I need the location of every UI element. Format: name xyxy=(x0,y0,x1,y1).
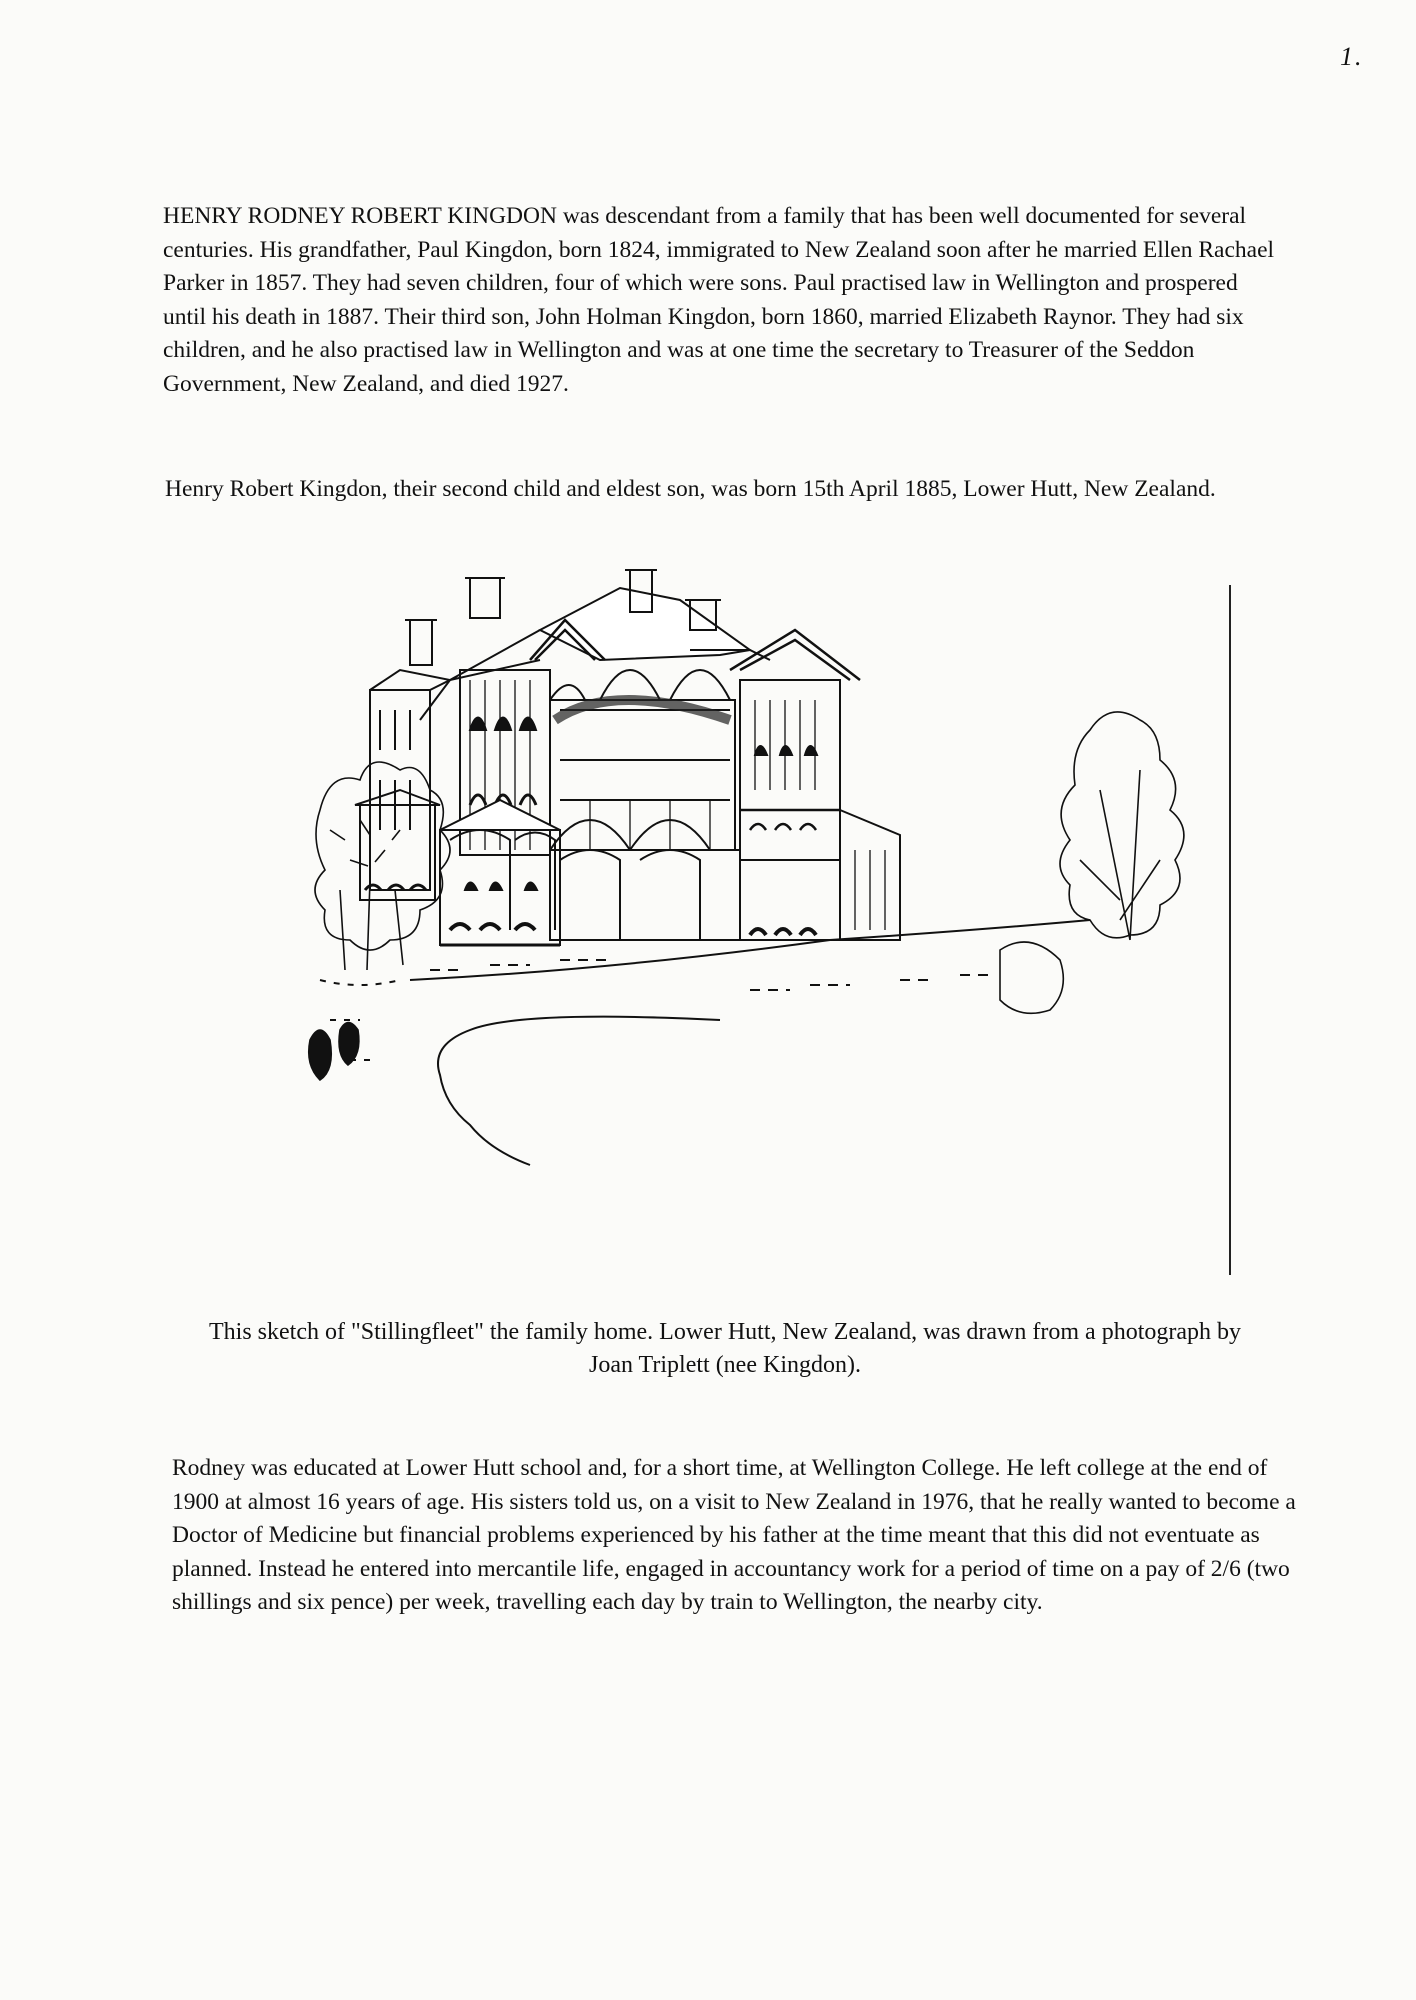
left-tower xyxy=(355,670,450,900)
intro-paragraph: HENRY RODNEY ROBERT KINGDON was descendant from a family that has been well documented for several centuries. His grandfather, Paul Kingdon, born 1824, immigrated to New Zealand soon after he married Ellen Rachael Parker in 1857. They had seven children, four of which were sons. Paul practised law in Wellington and prospered until his death in 1887. Their third son, John Holman Kingdon, born 1860, married Elizabeth Raynor. They had six children, and he also practised law in Wellington and was at one time the secretary to Treasurer of the Seddon Government, New Zealand, and died 1927. xyxy=(163,203,1275,397)
driveway xyxy=(320,920,1090,1165)
house-sketch xyxy=(300,560,1240,1280)
front-porch xyxy=(440,800,560,945)
education-paragraph: Rodney was educated at Lower Hutt school and, for a short time, at Wellington College. He left college at the end of 1900 at almost 16 years of age. His sisters told us, on a visit to New Zealand in 1976, that he really wanted to become a Doctor of Medicine but financial problems experienced by his father at the time meant that this did not eventuate as planned. Instead he entered into mercantile life, engaged in accountancy work for a period of time on a pay of 2/6 (two shillings and six pence) per week, travelling each day by train to Wellington, the nearby city. xyxy=(172,1455,1296,1615)
verandah xyxy=(550,670,740,940)
page-number: 1. xyxy=(1340,42,1364,71)
birth-paragraph: Henry Robert Kingdon, their second child and eldest son, was born 15th April 1885, Lower Hutt, New Zealand. xyxy=(165,476,1216,502)
right-wing xyxy=(740,680,900,940)
scan-edge-line xyxy=(1229,585,1231,1275)
figure-caption: This sketch of "Stillingfleet" the family home. Lower Hutt, New Zealand, was drawn from a photograph by Joan Triplett (nee Kingdon). xyxy=(209,1319,1241,1378)
right-tree xyxy=(1000,712,1184,1013)
